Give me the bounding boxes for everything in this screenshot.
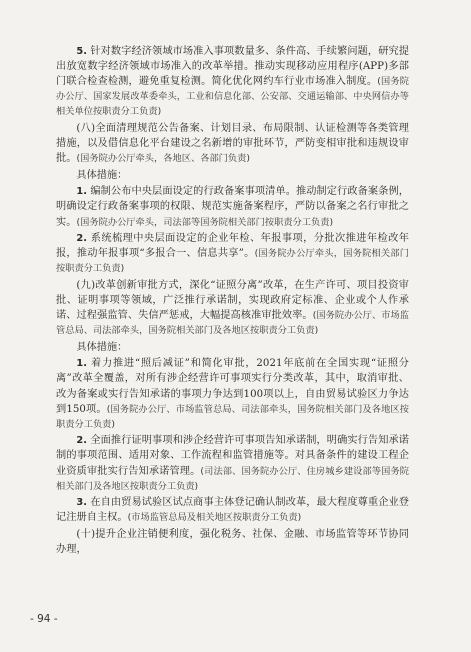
paragraph-measure-3 [56, 495, 409, 525]
responsibility-note: (国务院办公厅牵头，国务院相关部门按职责分工负责) [56, 248, 410, 275]
paragraph-text: 编制公布中央层面设定的行政备案事项清单。推动制定行政备案条例，明确设定行政备案事项的权限、规范实施备案程序，严防以备案之名行审批之实。 [56, 186, 410, 228]
responsibility-note: (国务院办公厅、市场监管总局、司法部牵头，国务院相关部门及各地区按职责分工负责) [56, 310, 409, 337]
paragraph-text: (八)全面清理规范公告备案、计划目录、布局限制、认证检测等各类管理措施，以及借信息化平台建设之名新增的审批环节，严防变相审批和违规设审批。 [56, 122, 409, 165]
responsibility-note: (司法部、国务院办公厅、住房城乡建设部等国务院相关部门及各地区按职责分工负责) [56, 465, 409, 492]
paragraph-text: 着力推进“照后减证”和简化审批，2021年底前在全国实现“证照分离”改革全覆盖，对所有涉企经营许可事项实行分类改革，其中，取消审批、改为备案或实行告知承诺的事项力争达到100项以上，自由贸易试验区力争达到150项。 [56, 358, 409, 415]
paragraph-text: 系统梳理中央层面设定的企业年检、年报事项，分批次推进年检改年报，推动年报事项“多报合一、信息共享”。 [56, 233, 410, 260]
measures-heading: 具体措施： [76, 341, 128, 353]
paragraph-text: 在自由贸易试验区试点商事主体登记确认制改革，最大程度尊重企业登记注册自主权。 [56, 497, 410, 524]
item-number: 2. [76, 233, 88, 245]
paragraph-text: 全面推行证明事项和涉企经营许可事项告知承诺制，明确实行告知承诺制的事项范围、适用对象、工作流程和监管措施等。对具备条件的建设工程企业资质审批实行告知承诺管理。 [56, 435, 410, 477]
paragraph-measure-2 [56, 231, 409, 276]
paragraph-section-10 [56, 527, 409, 557]
item-number: 3. [76, 497, 88, 509]
item-number: 1. [76, 186, 88, 198]
responsibility-note: (市场监管总局及相关地区按职责分工负责) [127, 512, 302, 524]
responsibility-note: (国务院办公厅牵头，司法部等国务院相关部门按职责分工负责) [76, 216, 334, 228]
responsibility-note: (国务院办公厅、国家发展改革委牵头，工业和信息化部、公安部、交通运输部、中央网信办等相关单位按职责分工负责) [56, 76, 409, 118]
paragraph-text: (九)改革创新审批方式，深化“证照分离”改革，在生产许可、项目投资审批、证明事项等领域，广泛推行承诺制，实现政府定标准、企业或个人作承诺、过程强监管、失信严惩戒，大幅提高核准审批效率。 [56, 279, 409, 322]
paragraph-section-8 [56, 121, 409, 166]
paragraph-measure-2 [56, 433, 409, 493]
paragraph-5 [56, 44, 409, 119]
paragraph-text: 针对数字经济领域市场准入事项数量多、条件高、手续繁问题，研究提出放宽数字经济领域市场准入的改革举措。推动实现移动应用程序(APP)多部门联合检查检测，避免重复检测。简化优化网约车行业市场准入制度。 [56, 46, 410, 88]
measures-heading: 具体措施： [76, 169, 128, 181]
page-number: - 94 - [30, 613, 58, 625]
item-number: 5. [76, 46, 88, 57]
paragraph-measure-1 [56, 184, 409, 229]
paragraph-text: (十)提升企业注销便利度，强化税务、社保、金融、市场监管等环节协同办理， [56, 528, 409, 555]
responsibility-note: (国务院办公厅牵头，各地区、各部门负责) [76, 153, 251, 165]
item-number: 2. [76, 435, 88, 447]
paragraph-section-9 [56, 278, 409, 338]
paragraph-measure-1 [56, 356, 409, 431]
responsibility-note: (国务院办公厅、市场监管总局、司法部牵头，国务院相关部门及各地区按职责分工负责) [56, 403, 410, 430]
item-number: 1. [76, 358, 88, 370]
